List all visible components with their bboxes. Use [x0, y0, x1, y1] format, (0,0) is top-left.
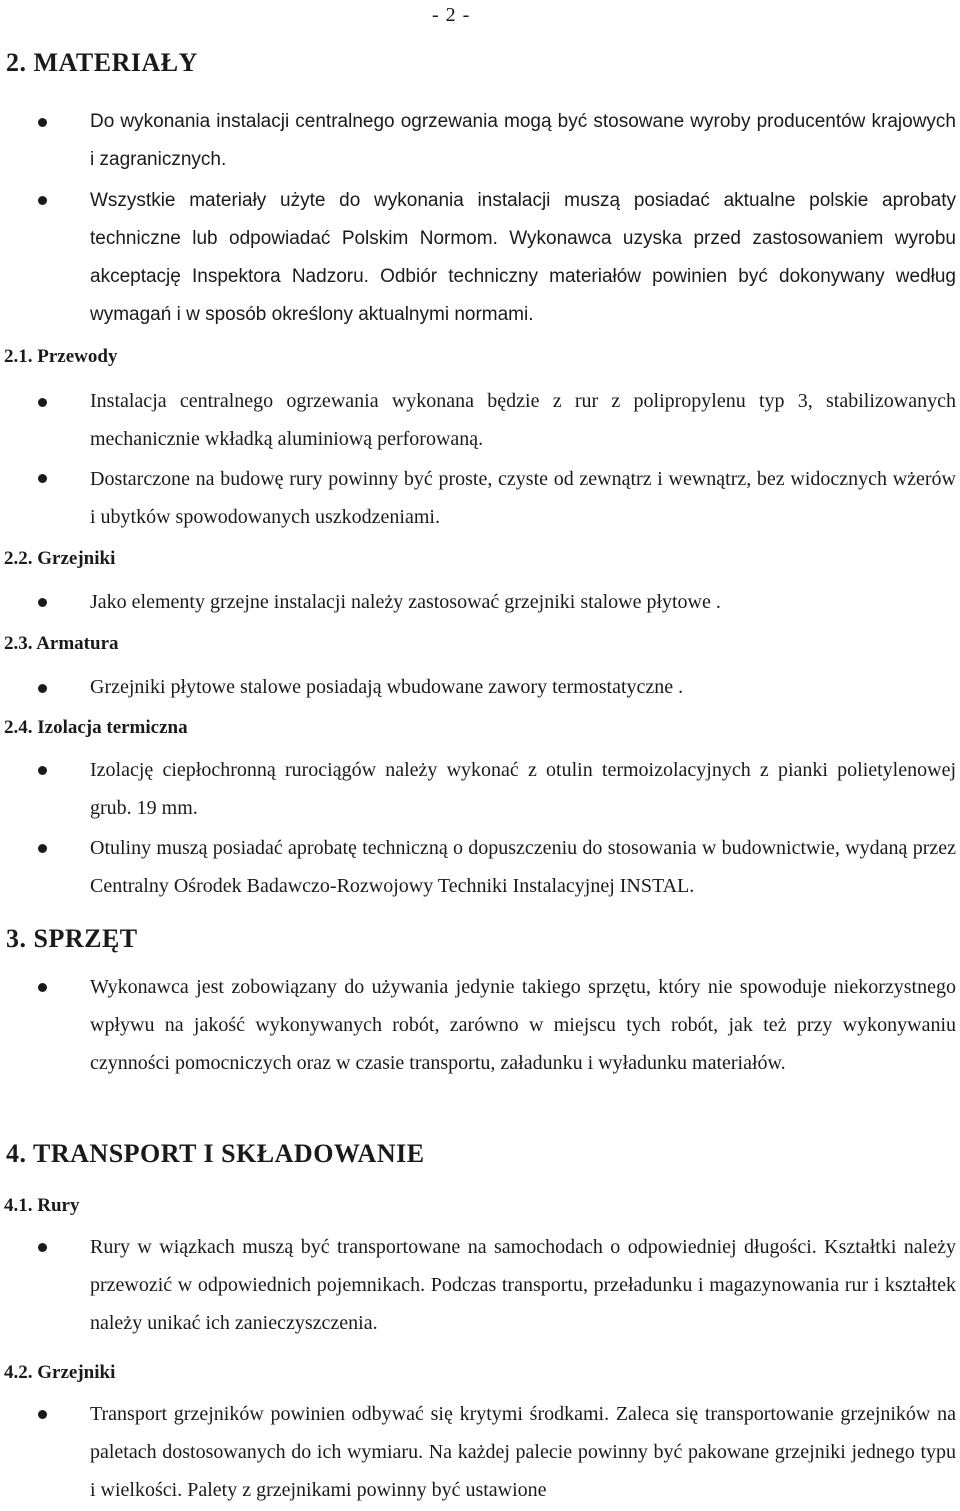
bullet-marker	[38, 766, 47, 775]
section-heading-grzejniki: 2.2. Grzejniki	[4, 548, 116, 569]
section-heading-rury: 4.1. Rury	[4, 1195, 80, 1216]
bullet-marker	[38, 844, 47, 853]
section-heading-armatura: 2.3. Armatura	[4, 633, 119, 654]
paragraph-grzejniki-1: Jako elementy grzejne instalacji należy zastosować grzejniki stalowe płytowe .	[90, 591, 721, 613]
section-heading-przewody: 2.1. Przewody	[4, 346, 118, 367]
paragraph-izolacja-1: Izolację ciepłochronną rurociągów należy wykonać z otulin termoizolacyjnych z pianki polietylenowej grub. 19 mm.	[90, 759, 956, 819]
section-heading-grzejniki-transport: 4.2. Grzejniki	[4, 1362, 116, 1383]
section-heading-transport: 4. TRANSPORT I SKŁADOWANIE	[6, 1139, 425, 1168]
page-number: - 2 -	[432, 4, 471, 26]
bullet-marker	[38, 1243, 47, 1252]
paragraph-izolacja-2: Otuliny muszą posiadać aprobatę techniczną o dopuszczeniu do stosowania w budownictwie, wydaną przez Centralny Ośrodek Badawczo-Rozwojowy Techniki Instalacyjnej INSTAL.	[90, 837, 956, 897]
bullet-marker	[38, 474, 47, 483]
section-heading-materialy: 2. MATERIAŁY	[6, 48, 198, 77]
paragraph-sprzet-1: Wykonawca jest zobowiązany do używania jedynie takiego sprzętu, który nie spowoduje niekorzystnego wpływu na jakość wykonywanych robót, zarówno w miejscu tych robót, jak też przy wykonywaniu czynności pomocniczych oraz w czasie transportu, załadunku i wyładunku materiałów.	[90, 976, 956, 1074]
bullet-marker	[38, 398, 47, 407]
bullet-marker	[38, 1410, 47, 1419]
paragraph-materialy-2: Wszystkie materiały użyte do wykonania instalacji muszą posiadać aktualne polskie aprobaty techniczne lub odpowiadać Polskim Normom. Wykonawca uzyska przed zastosowaniem wyrobu akceptację Inspektora Nadzoru. Odbiór techniczny materiałów powinien być dokonywany według wymagań i w sposób określony aktualnymi normami.	[90, 190, 956, 325]
bullet-marker	[38, 684, 47, 693]
paragraph-przewody-2: Dostarczone na budowę rury powinny być proste, czyste od zewnątrz i wewnątrz, bez widocznych wżerów i ubytków spowodowanych uszkodzeniami.	[90, 468, 956, 528]
bullet-marker	[38, 983, 47, 992]
section-heading-izolacja: 2.4. Izolacja termiczna	[4, 717, 188, 738]
bullet-marker	[38, 118, 47, 127]
bullet-marker	[38, 598, 47, 607]
section-heading-sprzet: 3. SPRZĘT	[6, 924, 138, 953]
paragraph-grzejniki-transport-1: Transport grzejników powinien odbywać się krytymi środkami. Zaleca się transportowanie grzejników na paletach dostosowanych do ich wymiaru. Na każdej palecie powinny być pakowane grzejniki jednego typu i wielkości. Palety z grzejnikami powinny być ustawione	[90, 1403, 956, 1501]
paragraph-materialy-1: Do wykonania instalacji centralnego ogrzewania mogą być stosowane wyroby producentów krajowych i zagranicznych.	[90, 111, 956, 170]
paragraph-przewody-1: Instalacja centralnego ogrzewania wykonana będzie z rur z polipropylenu typ 3, stabilizowanych mechanicznie wkładką aluminiową perforowaną.	[90, 390, 956, 450]
bullet-marker	[38, 196, 47, 205]
paragraph-armatura-1: Grzejniki płytowe stalowe posiadają wbudowane zawory termostatyczne .	[90, 676, 684, 698]
paragraph-rury-1: Rury w wiązkach muszą być transportowane na samochodach o odpowiedniej długości. Kształtki należy przewozić w odpowiednich pojemnikach. Podczas transportu, przeładunku i magazynowania rur i kształtek należy unikać ich zanieczyszczenia.	[90, 1236, 956, 1334]
